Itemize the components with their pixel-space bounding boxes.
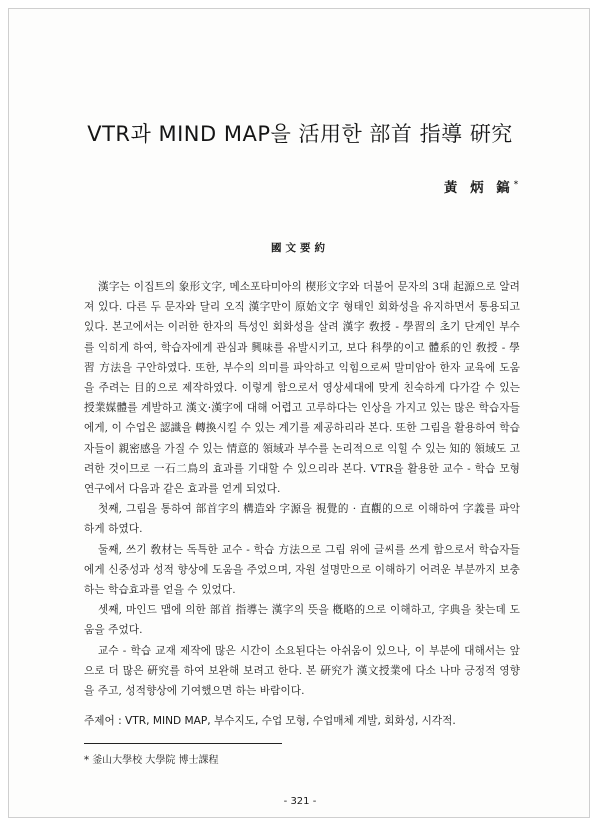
author-name-text: 黃 炳 鎬 xyxy=(443,180,514,196)
abstract-body xyxy=(84,277,520,701)
footnote-divider xyxy=(84,743,282,744)
page-number: - 321 - xyxy=(283,796,317,807)
paper-title: VTR과 MIND MAP을 活用한 部首 指導 硏究 xyxy=(87,122,513,146)
abstract-paragraph-third: 셋째, 마인드 맵에 의한 部首 指導는 漢字의 뜻을 槪略的으로 이해하고, 字典을 찾는데 도움을 주었다. xyxy=(84,604,520,637)
abstract-paragraph-closing: 교수 - 학습 교재 제작에 많은 시간이 소요된다는 아쉬움이 있으나, 이 부분에 대해서는 앞으로 더 많은 硏究를 하여 보완해 보려고 한다. 본 硏究가 漢文授業에 다소 나마 긍정적 영향을 주고, 성적향상에 기여했으면 하는 바람이다. xyxy=(84,644,520,698)
author-name xyxy=(444,176,518,196)
footnote xyxy=(84,751,219,766)
abstract-paragraph-second: 둘째, 쓰기 敎材는 독특한 교수 - 학습 方法으로 그림 위에 글씨를 쓰게 함으로서 학습자들에게 신중성과 성적 향상에 도움을 주었으며, 자원 설명만으로 이해하기 어려운 부분까지 보충하는 학습효과를 얻을 수 있었다. xyxy=(84,543,520,597)
footnote-mark: * xyxy=(84,755,89,766)
abstract-paragraph-first: 첫째, 그림을 통하여 部首字의 構造와 字源을 視覺的 · 直觀的으로 이해하여 字義를 파악하게 하였다. xyxy=(84,503,520,536)
author-footnote-mark: * xyxy=(513,178,518,189)
abstract-heading: 國文要約 xyxy=(271,242,329,254)
footnote-text: 釜山大學校 大學院 博士課程 xyxy=(92,755,219,766)
abstract-paragraph-intro: 漢字는 이집트의 象形文字, 메소포타미아의 楔形文字와 더불어 문자의 3대 起源으로 알려져 있다. 다른 두 문자와 달리 오직 漢字만이 原始文字 형태인 회화성을 유지하면서 통용되고 있다. 본고에서는 이러한 한자의 특성인 회화성을 살려 漢字 敎授 - 學習의 초기 단계인 부수를 익히게 하여, 학습자에게 관심과 興味를 유발시키고, 보다 科學的이고 體系的인 敎授 - 學習 方法을 구안하였다. 또한, 부수의 의미를 파악하고 익힘으로써 말미암아 한자 교육에 도움을 주려는 目的으로 제작하였다. 이렇게 함으로서 영상세대에 맞게 친숙하게 다가갈 수 있는 授業媒體를 계발하고 漢文·漢字에 대해 어렵고 고루하다는 인상을 가지고 있는 많은 학습자들에게, 이 수업은 認識을 轉換시킬 수 있는 계기를 제공하리라 본다. 또한 그림을 활용하여 학습자들이 親密感을 가질 수 있는 情意的 領域과 부수를 논리적으로 익힐 수 있는 知的 領域도 고려한 것이므로 一石二鳥의 효과를 기대할 수 있으리라 본다. VTR을 활용한 교수 - 학습 모형 연구에서 다음과 같은 효과를 얻게 되었다. xyxy=(84,281,520,496)
keywords: 주제어 : VTR, MIND MAP, 부수지도, 수업 모형, 수업매체 계발, 회화성, 시각적. xyxy=(84,715,456,727)
